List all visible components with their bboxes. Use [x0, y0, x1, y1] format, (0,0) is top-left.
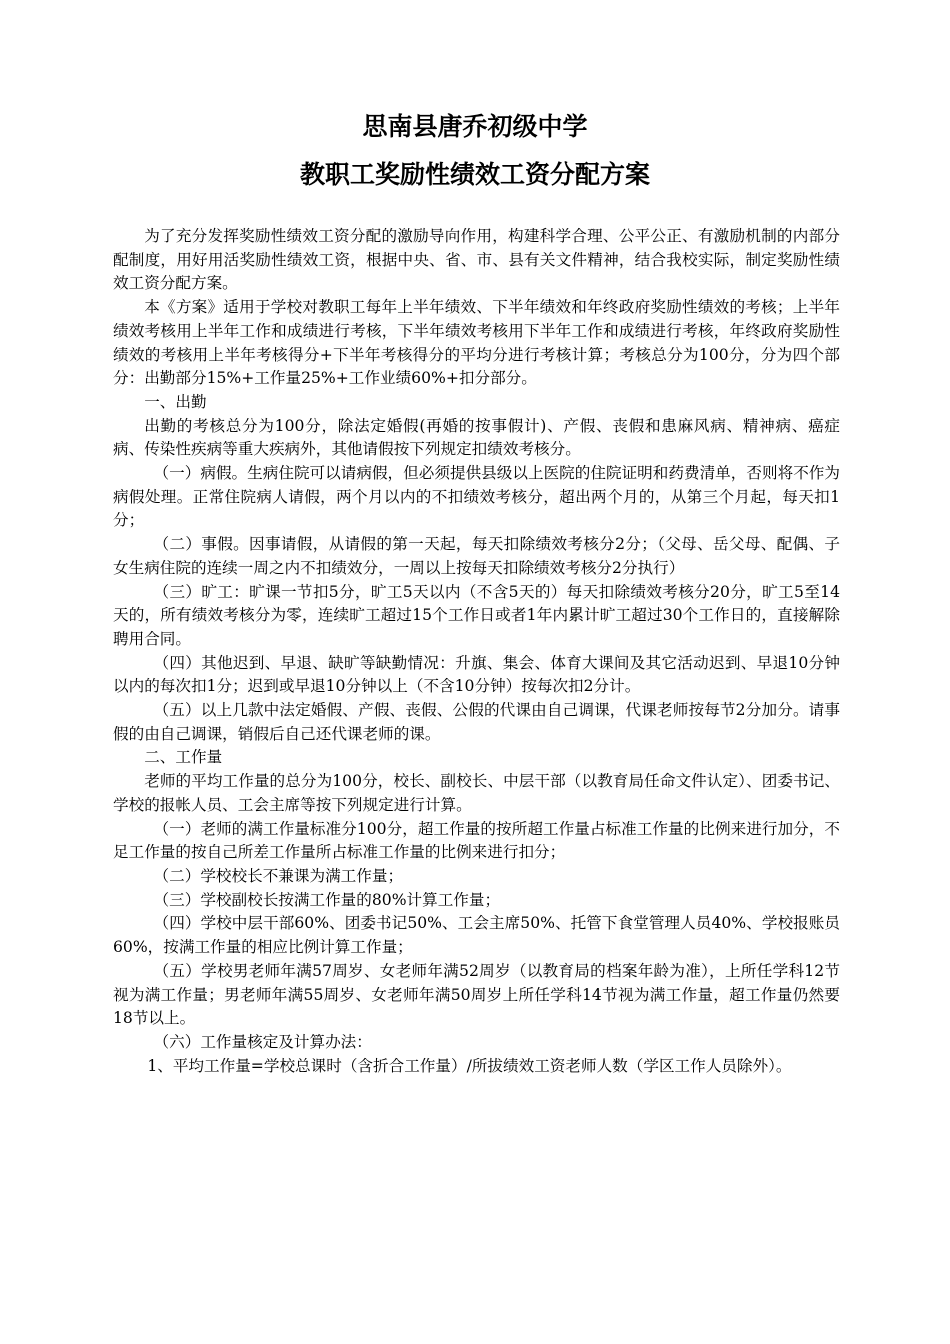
paragraph: （三）学校副校长按满工作量的80%计算工作量；	[153, 890, 501, 909]
paragraph: （三）旷工：旷课一节扣5分，旷工5天以内（不含5天的）每天扣除绩效考核分20分，旷工5至14天的，所有绩效考核分为零，连续旷工超过15个工作日或者1年内累计旷工超过30个工作日的，直接解除聘用合同。	[113, 582, 840, 648]
paragraph: （四）学校中层干部60%、团委书记50%、工会主席50%、托管下食堂管理人员40%、学校报账员60%，按满工作量的相应比例计算工作量；	[113, 914, 840, 957]
paragraph: （二）事假。因事请假，从请假的第一天起，每天扣除绩效考核分2分；（父母、岳父母、配偶、子女生病住院的连续一周之内不扣绩效分，一周以上按每天扣除绩效考核分2分执行）	[113, 535, 840, 577]
paragraph: （一）老师的满工作量标准分100分，超工作量的按所超工作量占标准工作量的比例来进行加分，不足工作量的按自己所差工作量所占标准工作量的比例来进行扣分；	[113, 819, 840, 862]
paragraph: 1、平均工作量=学校总课时（含折合工作量）/所拔绩效工资老师人数（学区工作人员除外）。	[147, 1056, 792, 1075]
paragraph: 老师的平均工作量的总分为100分，校长、副校长、中层干部（以教育局任命文件认定）、团委书记、学校的报帐人员、工会主席等按下列规定进行计算。	[113, 772, 840, 814]
paragraph: 为了充分发挥奖励性绩效工资分配的激励导向作用，构建科学合理、公平公正、有激励机制的内部分配制度，用好用活奖励性绩效工资，根据中央、省、市、县有关文件精神，结合我校实际，制定奖励性绩效工资分配方案。	[113, 227, 840, 293]
paragraph: 二、工作量	[144, 748, 223, 767]
document-title-plan: 教职工奖励性绩效工资分配方案	[299, 160, 650, 189]
paragraph: 出勤的考核总分为100分，除法定婚假(再婚的按事假计)、产假、丧假和患麻风病、精神病、癌症病、传染性疾病等重大疾病外，其他请假按下列规定扣绩效考核分。	[113, 416, 840, 459]
document-body	[113, 225, 840, 1078]
paragraph: （五）以上几款中法定婚假、产假、丧假、公假的代课由自己调课，代课老师按每节2分加分。请事假的由自己调课，销假后自己还代课老师的课。	[113, 701, 840, 743]
paragraph: （一）病假。生病住院可以请病假，但必须提供县级以上医院的住院证明和药费清单，否则将不作为病假处理。正常住院病人请假，两个月以内的不扣绩效考核分，超出两个月的，从第三个月起，每天扣1分；	[113, 464, 840, 530]
paragraph: 一、出勤	[144, 392, 207, 411]
paragraph: （六）工作量核定及计算办法：	[153, 1032, 372, 1051]
paragraph: 本《方案》适用于学校对教职工每年上半年绩效、下半年绩效和年终政府奖励性绩效的考核；上半年绩效考核用上半年工作和成绩进行考核，下半年绩效考核用下半年工作和成绩进行考核，年终政府奖励性绩效的考核用上半年考核得分+下半年考核得分的平均分进行考核计算；考核总分为100分，分为四个部分：出勤部分15%+工作量25%+工作业绩60%+扣分部分。	[113, 298, 840, 388]
paragraph: （五）学校男老师年满57周岁、女老师年满52周岁（以教育局的档案年龄为准），上所任学科12节视为满工作量；男老师年满55周岁、女老师年满50周岁上所任学科14节视为满工作量，超工作量仍然要18节以上。	[113, 961, 840, 1028]
paragraph: （二）学校校长不兼课为满工作量；	[153, 866, 404, 885]
paragraph: （四）其他迟到、早退、缺旷等缺勤情况：升旗、集会、体育大课间及其它活动迟到、早退10分钟以内的每次扣1分；迟到或早退10分钟以上（不含10分钟）按每次扣2分计。	[113, 653, 840, 696]
document-title-school: 思南县唐乔初级中学	[362, 112, 588, 141]
